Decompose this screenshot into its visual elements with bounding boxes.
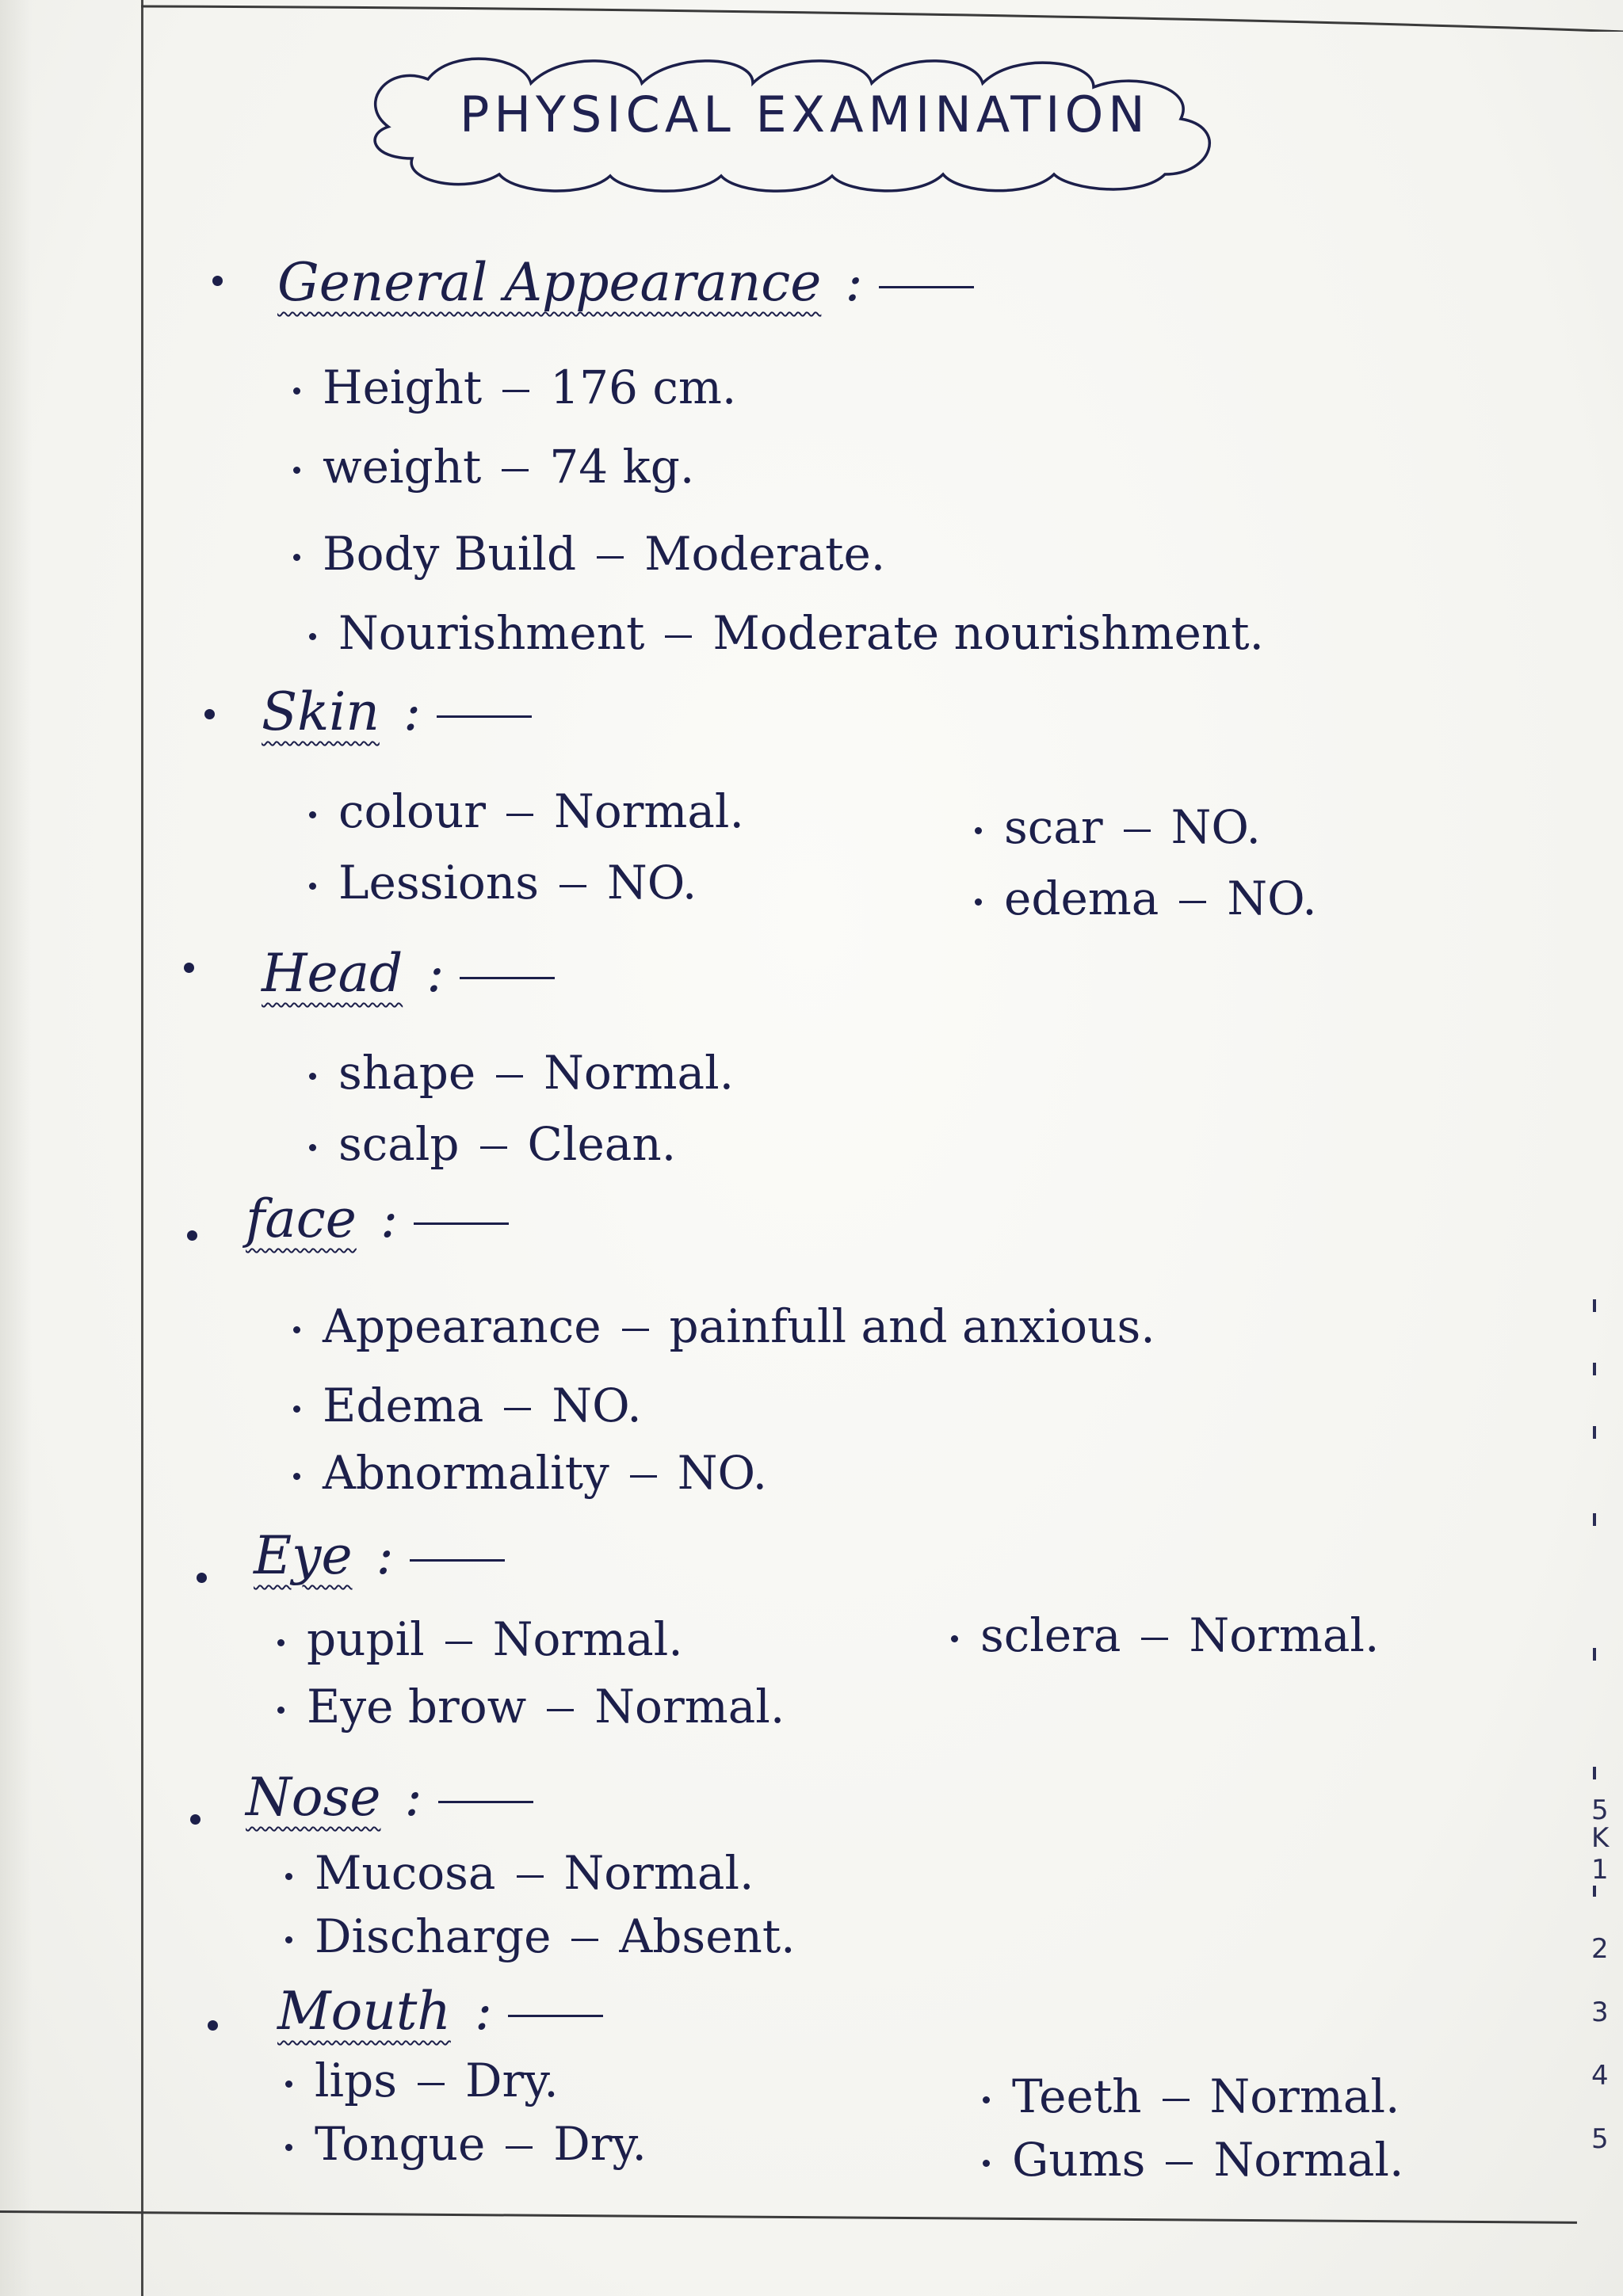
item-label: scalp bbox=[338, 1117, 460, 1171]
item-value: NO. bbox=[677, 1446, 768, 1500]
margin-tick bbox=[1593, 1513, 1596, 1526]
list-item bbox=[293, 1379, 642, 1432]
item-label: Abnormality bbox=[323, 1446, 609, 1500]
heading-text: Eye bbox=[254, 1525, 353, 1586]
margin-line bbox=[141, 0, 143, 2296]
item-label: lips bbox=[315, 2054, 397, 2107]
list-item bbox=[293, 360, 736, 414]
list-item bbox=[951, 1608, 1379, 1662]
item-label: shape bbox=[338, 1046, 476, 1100]
list-item bbox=[309, 856, 697, 910]
item-label: Teeth bbox=[1012, 2069, 1142, 2123]
item-label: colour bbox=[338, 784, 486, 838]
margin-tick bbox=[1593, 1886, 1596, 1897]
margin-mark: 4 bbox=[1591, 2060, 1609, 2092]
item-value: Moderate nourishment. bbox=[712, 606, 1264, 660]
margin-mark: 3 bbox=[1591, 1997, 1609, 2028]
item-value: painfull and anxious. bbox=[669, 1299, 1155, 1353]
item-value: Absent. bbox=[619, 1909, 796, 1963]
item-value: Normal. bbox=[544, 1046, 735, 1100]
top-rule-line bbox=[141, 0, 1623, 32]
heading-text: Skin bbox=[262, 681, 380, 742]
item-value: NO. bbox=[1170, 800, 1261, 854]
list-item bbox=[285, 2117, 647, 2171]
list-item bbox=[293, 1299, 1155, 1353]
section-heading-skin: Skin : bbox=[262, 681, 532, 742]
section-bullet bbox=[208, 2020, 218, 2031]
item-value: Moderate. bbox=[644, 527, 886, 581]
list-item bbox=[277, 1612, 683, 1666]
margin-mark: 1 bbox=[1591, 1854, 1609, 1886]
item-label: Nourishment bbox=[338, 606, 645, 660]
margin-tick bbox=[1593, 1648, 1596, 1661]
item-value: NO. bbox=[1227, 871, 1317, 925]
item-label: edema bbox=[1004, 871, 1159, 925]
section-bullet bbox=[187, 1230, 197, 1241]
item-label: Body Build bbox=[323, 527, 577, 581]
margin-tick bbox=[1593, 1426, 1596, 1439]
item-label: Mucosa bbox=[315, 1846, 496, 1900]
title-cloud bbox=[341, 40, 1276, 198]
item-label: weight bbox=[323, 440, 482, 494]
item-value: Normal. bbox=[563, 1846, 754, 1900]
list-item bbox=[983, 2069, 1400, 2123]
margin-mark: 5 bbox=[1591, 1794, 1609, 1826]
list-item bbox=[293, 527, 885, 581]
item-label: Discharge bbox=[315, 1909, 552, 1963]
section-heading-head: Head : bbox=[262, 943, 555, 1004]
list-item bbox=[309, 1117, 676, 1171]
section-heading-general: General Appearance : bbox=[277, 252, 974, 313]
margin-mark: 2 bbox=[1591, 1933, 1609, 1965]
page-title: PHYSICAL EXAMINATION bbox=[460, 86, 1150, 143]
list-item bbox=[309, 606, 1264, 660]
item-value: NO. bbox=[552, 1379, 642, 1432]
item-value: 74 kg. bbox=[549, 440, 695, 494]
item-label: Gums bbox=[1012, 2133, 1146, 2187]
item-value: NO. bbox=[606, 856, 697, 910]
section-heading-nose: Nose : bbox=[246, 1767, 533, 1828]
margin-marks bbox=[1577, 1299, 1617, 2195]
item-label: Edema bbox=[323, 1379, 484, 1432]
item-value: Dry. bbox=[465, 2054, 559, 2107]
list-item bbox=[975, 871, 1317, 925]
item-value: 176 cm. bbox=[550, 360, 737, 414]
bottom-rule-line bbox=[0, 2210, 1577, 2224]
section-bullet bbox=[204, 709, 215, 719]
item-value: Normal. bbox=[1213, 2133, 1404, 2187]
heading-text: Head bbox=[262, 943, 403, 1004]
item-label: sclera bbox=[980, 1608, 1121, 1662]
section-bullet bbox=[190, 1814, 200, 1825]
list-item bbox=[285, 2054, 559, 2107]
list-item bbox=[293, 440, 694, 494]
section-bullet bbox=[197, 1573, 207, 1583]
section-bullet bbox=[184, 963, 194, 973]
item-label: scar bbox=[1004, 800, 1103, 854]
item-value: Normal. bbox=[553, 784, 744, 838]
item-value: Normal. bbox=[1189, 1608, 1380, 1662]
page-edge-shadow bbox=[0, 0, 32, 2296]
section-heading-face: face : bbox=[246, 1188, 509, 1249]
margin-mark: K bbox=[1591, 1822, 1610, 1854]
item-label: Eye brow bbox=[307, 1680, 527, 1733]
item-label: Height bbox=[323, 360, 483, 414]
list-item bbox=[309, 1046, 734, 1100]
item-value: Normal. bbox=[492, 1612, 683, 1666]
heading-text: Mouth bbox=[277, 1981, 451, 2042]
section-bullet bbox=[212, 276, 223, 286]
margin-mark: 5 bbox=[1591, 2123, 1609, 2155]
list-item bbox=[983, 2133, 1403, 2187]
list-item bbox=[309, 784, 744, 838]
heading-text: General Appearance bbox=[277, 252, 822, 313]
section-heading-eye: Eye : bbox=[254, 1525, 505, 1586]
list-item bbox=[285, 1909, 796, 1963]
item-value: Clean. bbox=[527, 1117, 677, 1171]
list-item bbox=[975, 800, 1261, 854]
item-label: pupil bbox=[307, 1612, 425, 1666]
margin-tick bbox=[1593, 1363, 1596, 1375]
item-label: Appearance bbox=[323, 1299, 601, 1353]
heading-text: Nose bbox=[246, 1767, 381, 1828]
item-label: Lessions bbox=[338, 856, 539, 910]
heading-text: face bbox=[246, 1188, 357, 1249]
item-label: Tongue bbox=[315, 2117, 486, 2171]
margin-tick bbox=[1593, 1767, 1596, 1779]
item-value: Dry. bbox=[553, 2117, 647, 2171]
list-item bbox=[277, 1680, 785, 1733]
item-value: Normal. bbox=[594, 1680, 785, 1733]
list-item bbox=[285, 1846, 754, 1900]
margin-tick bbox=[1593, 1299, 1596, 1312]
list-item bbox=[293, 1446, 767, 1500]
item-value: Normal. bbox=[1209, 2069, 1400, 2123]
section-heading-mouth: Mouth : bbox=[277, 1981, 603, 2042]
